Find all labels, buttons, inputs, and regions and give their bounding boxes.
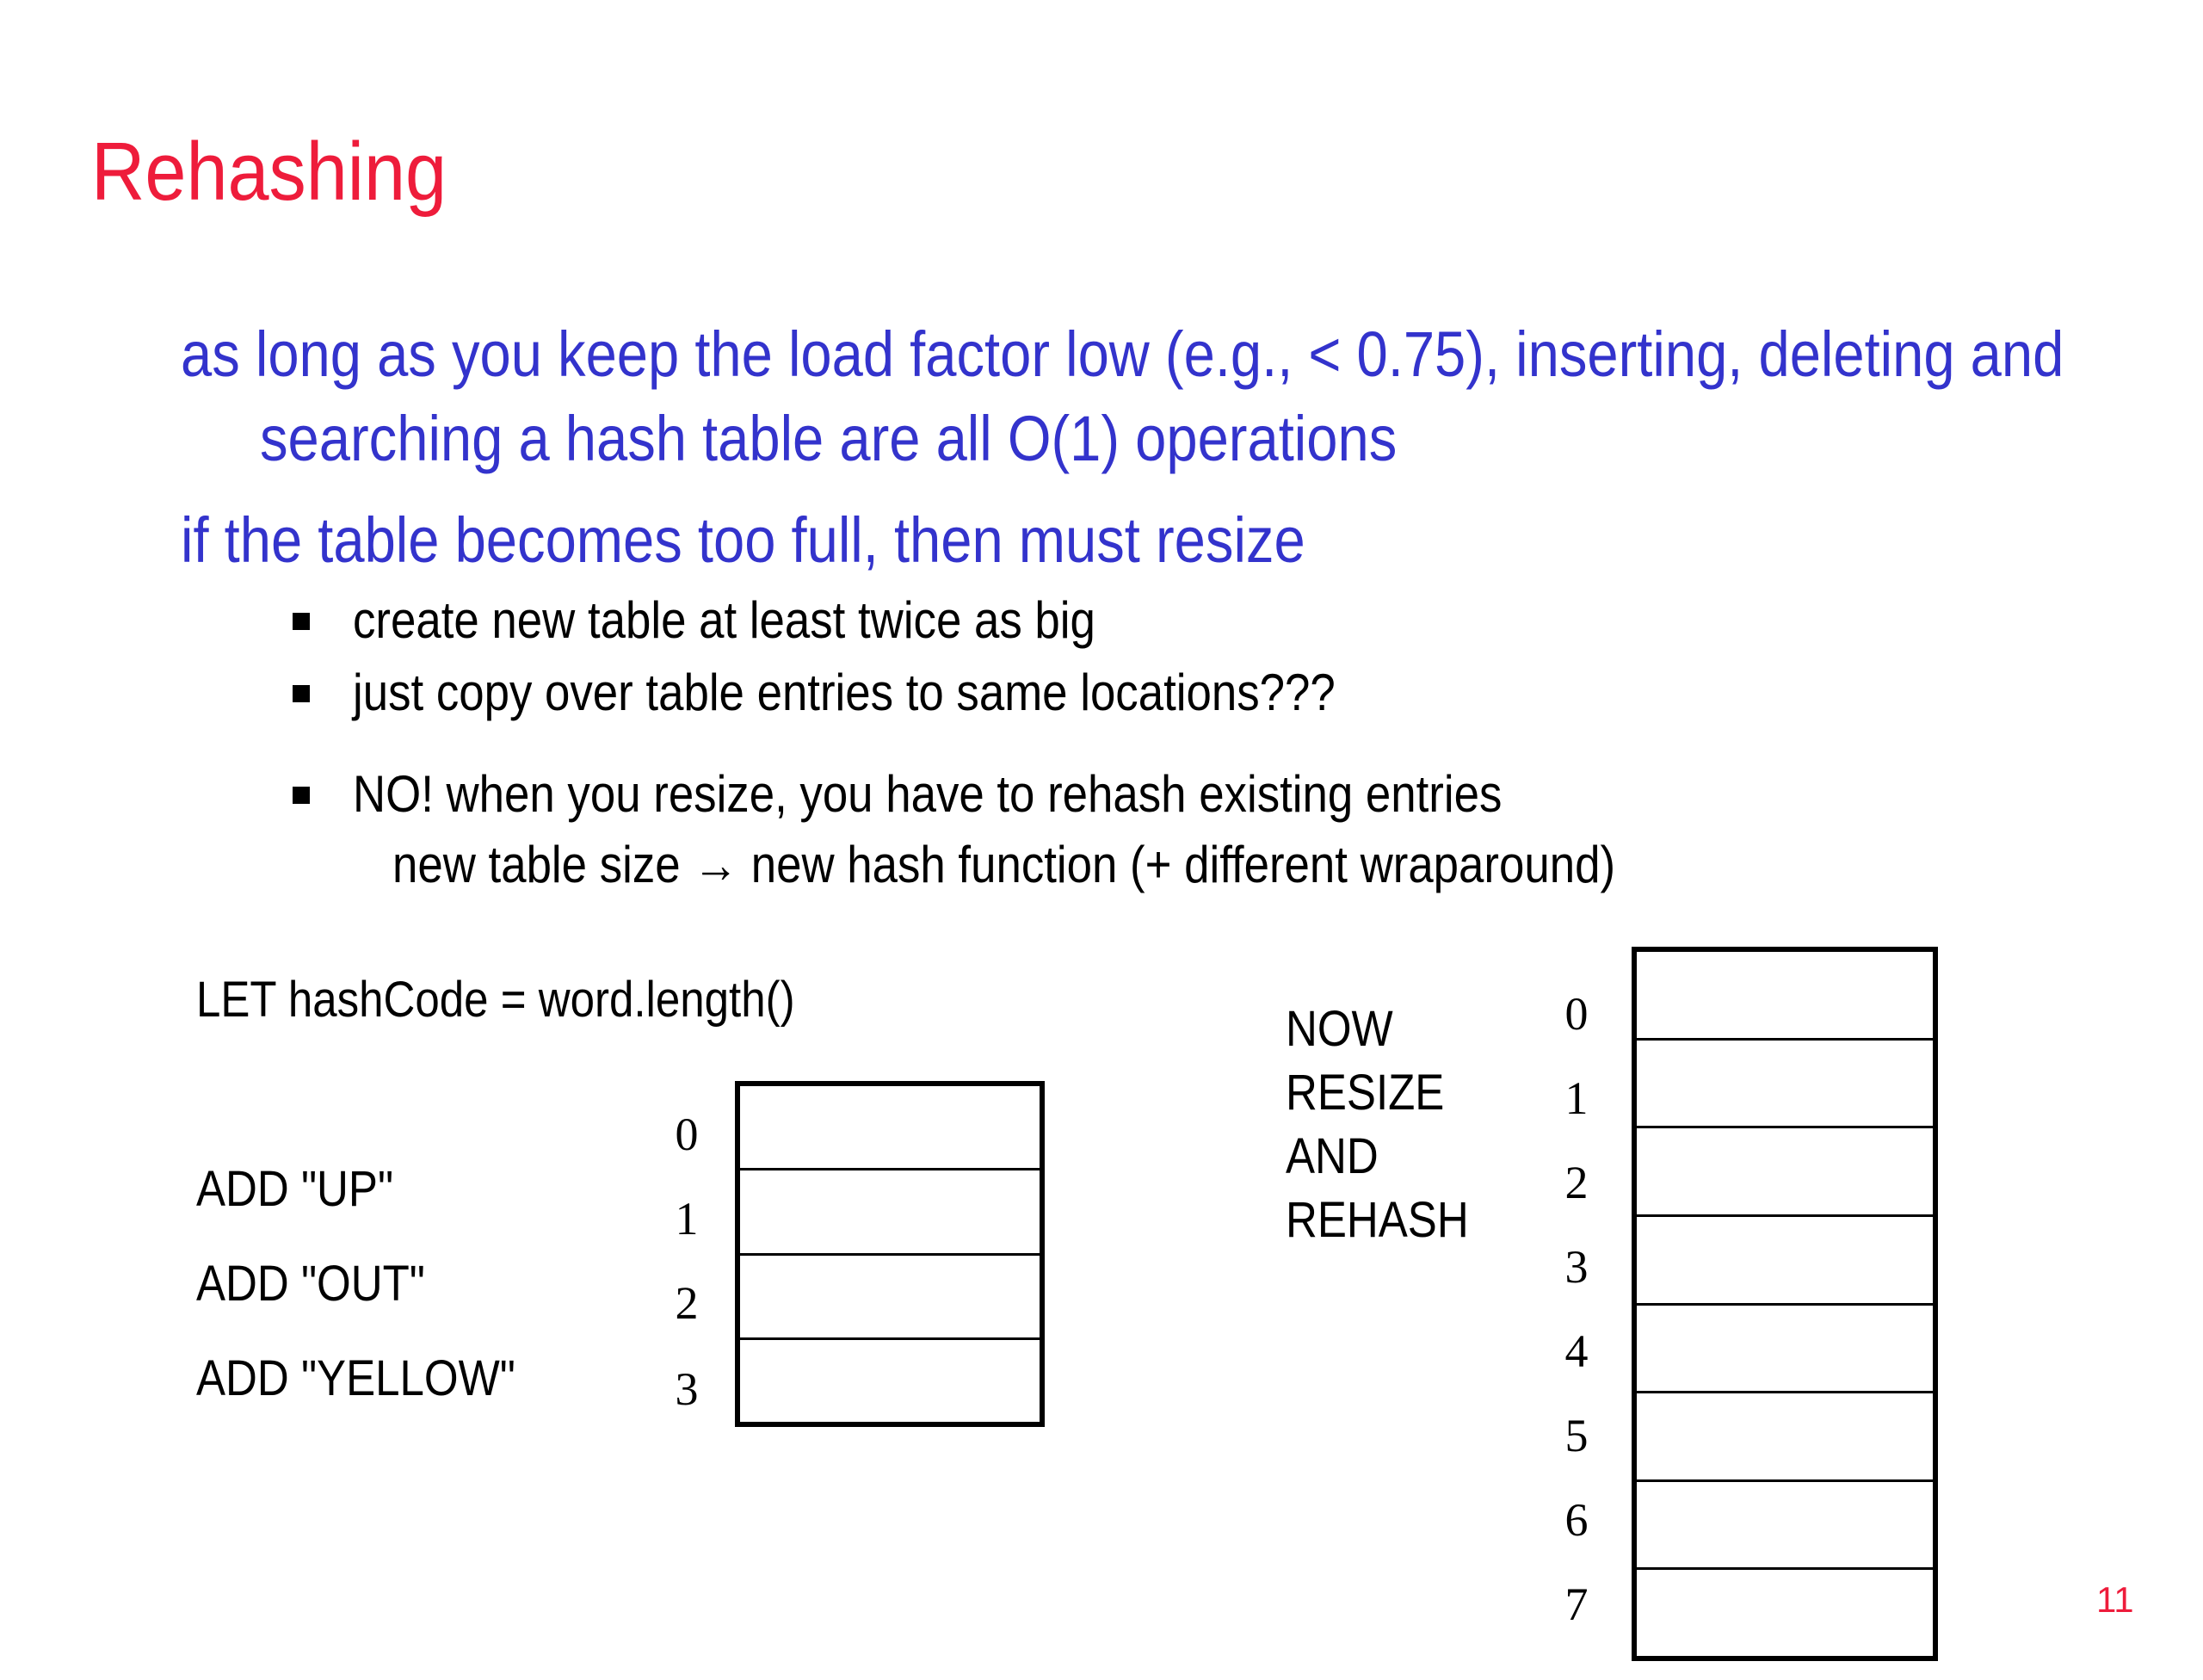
- sub-bullet-3-continuation: new table size → new hash function (+ different wraparound): [392, 836, 1616, 893]
- resize-text-and: AND: [1286, 1128, 1379, 1184]
- small-table-index: 3: [675, 1363, 699, 1415]
- sub-bullet-3: NO! when you resize, you have to rehash existing entries: [353, 765, 1503, 823]
- large-table-slot: [1637, 1038, 1933, 1127]
- small-table-slot: [740, 1253, 1040, 1337]
- sub-bullet-1: create new table at least twice as big: [353, 591, 1095, 649]
- large-table-slot: [1637, 1303, 1933, 1392]
- large-table-index: 4: [1564, 1325, 1589, 1377]
- point-1-line-1: as long as you keep the load factor low (e.g., < 0.75), inserting, deleting and: [181, 318, 2064, 390]
- small-table-slot: [740, 1086, 1040, 1168]
- large-table-slot: [1637, 1391, 1933, 1479]
- large-table-index: 5: [1564, 1410, 1589, 1461]
- bullet-icon: [293, 787, 310, 804]
- large-table-index: 0: [1564, 988, 1589, 1040]
- add-op-out: ADD "OUT": [196, 1256, 425, 1312]
- add-op-up: ADD "UP": [196, 1161, 394, 1217]
- small-table-slot: [740, 1168, 1040, 1252]
- add-op-yellow: ADD "YELLOW": [196, 1350, 515, 1406]
- large-table-index: 2: [1564, 1157, 1589, 1208]
- point-1-line-2: searching a hash table are all O(1) operations: [260, 403, 1398, 474]
- small-hash-table: [735, 1081, 1045, 1427]
- large-table-slot: [1637, 1567, 1933, 1656]
- small-table-slot: [740, 1337, 1040, 1422]
- slide-title: Rehashing: [91, 126, 447, 218]
- point-2-line-1: if the table becomes too full, then must resize: [181, 504, 1305, 576]
- large-table-index: 6: [1564, 1494, 1589, 1546]
- large-table-index: 7: [1564, 1578, 1589, 1630]
- let-statement: LET hashCode = word.length(): [196, 972, 795, 1028]
- resize-text-rehash: REHASH: [1286, 1192, 1469, 1248]
- bullet-icon: [293, 613, 310, 630]
- small-table-index: 2: [675, 1277, 699, 1329]
- small-table-index: 0: [675, 1109, 699, 1160]
- large-table-slot: [1637, 1479, 1933, 1568]
- large-table-slot: [1637, 1126, 1933, 1214]
- resize-text-resize: RESIZE: [1286, 1065, 1445, 1121]
- large-table-index: 3: [1564, 1241, 1589, 1293]
- large-table-slot: [1637, 1214, 1933, 1303]
- large-table-slot: [1637, 952, 1933, 1038]
- page-number: 11: [2096, 1579, 2134, 1620]
- large-table-index: 1: [1564, 1072, 1589, 1124]
- resize-text-now: NOW: [1286, 1001, 1393, 1057]
- sub-bullet-2: just copy over table entries to same locations???: [353, 664, 1336, 721]
- bullet-icon: [293, 685, 310, 702]
- small-table-index: 1: [675, 1193, 699, 1245]
- large-hash-table: [1632, 947, 1938, 1661]
